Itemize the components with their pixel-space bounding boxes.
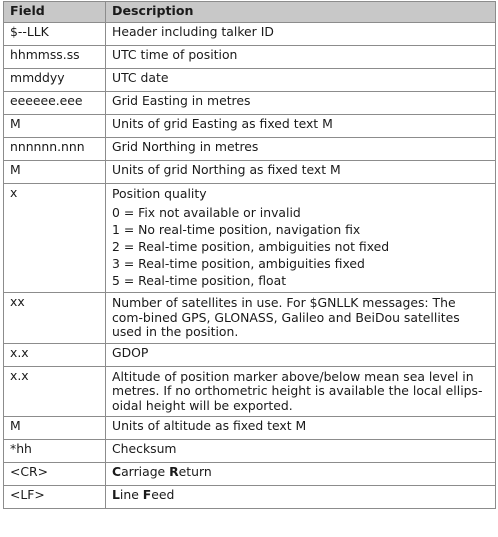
- description-cell: Header including talker ID: [106, 23, 496, 46]
- field-cell: $--LLK: [4, 23, 106, 46]
- table-row: [4, 115, 496, 138]
- description-cell: Checksum: [106, 440, 496, 463]
- table-row: [4, 69, 496, 92]
- field-cell: x.x: [4, 343, 106, 366]
- description-text: eturn: [178, 464, 212, 479]
- description-cell: Units of grid Northing as fixed text M: [106, 161, 496, 184]
- description-cell: UTC time of position: [106, 46, 496, 69]
- quality-line: 2 = Real-time position, ambiguities not fixed: [112, 239, 390, 254]
- description-text: arriage: [121, 464, 170, 479]
- table-row: [4, 343, 496, 366]
- description-column-header: Description: [106, 2, 496, 23]
- field-cell: M: [4, 161, 106, 184]
- field-cell: nnnnnn.nnn: [4, 138, 106, 161]
- description-cell: UTC date: [106, 69, 496, 92]
- field-cell: <LF>: [4, 486, 106, 509]
- line-feed-row: [4, 486, 496, 509]
- description-cell: [106, 486, 496, 509]
- field-cell: hhmmss.ss: [4, 46, 106, 69]
- table-row: [4, 366, 496, 417]
- table-row: [4, 23, 496, 46]
- table-header-row: [4, 2, 496, 23]
- description-cell: Number of satellites in use. For $GNLLK messages: The com-bined GPS, GLONASS, Galileo and BeiDou satellites used in the position.: [106, 293, 496, 344]
- description-cell: Units of altitude as fixed text M: [106, 417, 496, 440]
- description-cell: [106, 463, 496, 486]
- field-cell: <CR>: [4, 463, 106, 486]
- table-row: [4, 417, 496, 440]
- table-row: [4, 138, 496, 161]
- quality-line: 1 = No real-time position, navigation fix: [112, 222, 361, 237]
- table-row: [4, 293, 496, 344]
- field-cell: xx: [4, 293, 106, 344]
- field-cell: eeeeee.eee: [4, 92, 106, 115]
- emphasis-letter: F: [142, 487, 152, 502]
- field-description-table: [3, 1, 496, 509]
- carriage-return-row: [4, 463, 496, 486]
- description-text: ine: [119, 487, 143, 502]
- table-row: [4, 440, 496, 463]
- field-cell: x: [4, 184, 106, 293]
- description-cell: GDOP: [106, 343, 496, 366]
- description-text: eed: [151, 487, 175, 502]
- position-quality-row: [4, 184, 496, 293]
- field-cell: *hh: [4, 440, 106, 463]
- quality-line: 3 = Real-time position, ambiguities fixed: [112, 256, 365, 271]
- field-cell: x.x: [4, 366, 106, 417]
- description-cell: Grid Easting in metres: [106, 92, 496, 115]
- field-cell: M: [4, 115, 106, 138]
- table-row: [4, 46, 496, 69]
- field-column-header: Field: [4, 2, 106, 23]
- emphasis-letter: R: [169, 464, 179, 479]
- quality-line: 0 = Fix not available or invalid: [112, 205, 301, 220]
- description-cell: Altitude of position marker above/below mean sea level in metres. If no orthometric height is available the local ellips-oidal height will be exported.: [106, 366, 496, 417]
- description-cell: Units of grid Easting as fixed text M: [106, 115, 496, 138]
- position-quality-description: [106, 184, 496, 293]
- table-row: [4, 161, 496, 184]
- table-row: [4, 92, 496, 115]
- field-cell: mmddyy: [4, 69, 106, 92]
- quality-line: 5 = Real-time position, float: [112, 273, 287, 288]
- description-cell: Grid Northing in metres: [106, 138, 496, 161]
- emphasis-letter: C: [112, 464, 122, 479]
- quality-line: Position quality: [112, 186, 207, 201]
- emphasis-letter: L: [112, 487, 120, 502]
- field-cell: M: [4, 417, 106, 440]
